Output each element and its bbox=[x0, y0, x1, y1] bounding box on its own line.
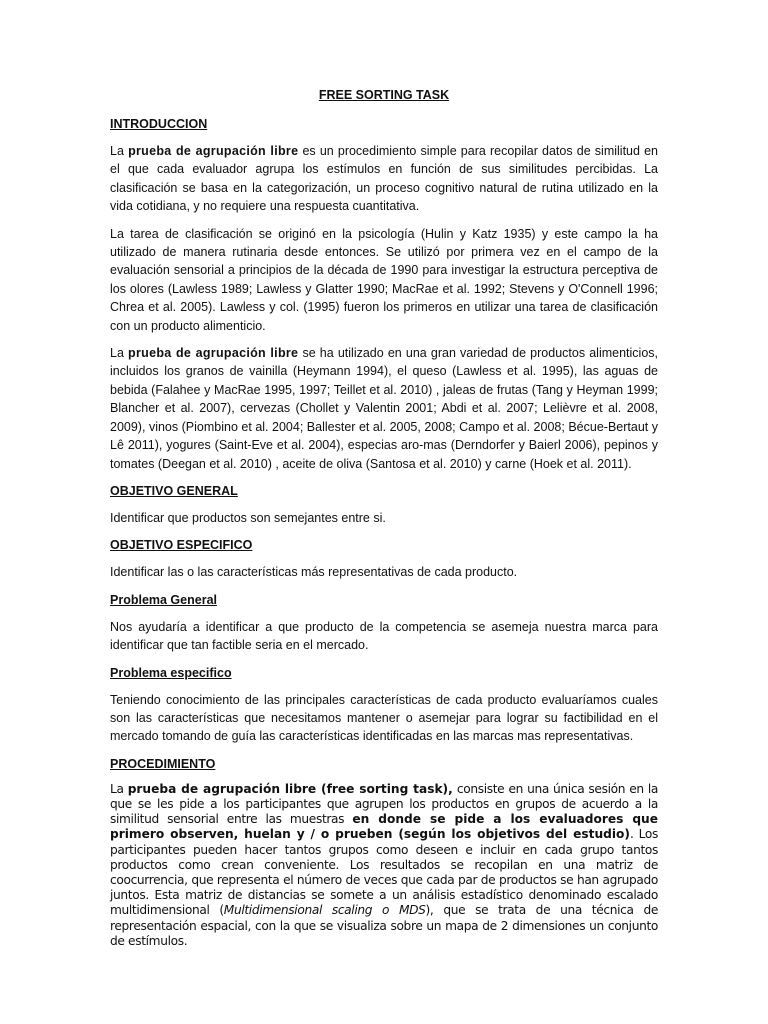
objetivo-general-text: Identificar que productos son semejantes entre si. bbox=[110, 510, 386, 525]
procedimiento-paragraph bbox=[110, 782, 658, 949]
heading-objetivo-especifico: OBJETIVO ESPECIFICO bbox=[110, 538, 253, 553]
intro-paragraph-3 bbox=[110, 344, 658, 473]
intro-p3-text-2: se ha utilizado en una gran variedad de productos alimenticios, incluidos los granos de vainilla (Heymann 1994), el queso (Lawless et al. 1995), las aguas de bebida (Falahee y MacRae 1995, 1997; Teillet et al. 2010) , jaleas de frutas (Tang y Heyman 1999; Blancher et al. 2007), cervezas (Chollet y Valentin 2001; Abdi et al. 2007; Lelièvre et al. 2008, 2009), vinos (Piombino et al. 2004; Ballester et al. 2005, 2008; Campo et al. 2008; Bécue-Bertaut y Lê 2011), yogures (Saint-Eve et al. 2004), especias aro-mas (Derndorfer y Baierl 2006), pepinos y tomates (Deegan et al. 2010) , aceite de oliva (Santosa et al. 2010) y carne (Hoek et al. 2011). bbox=[110, 346, 658, 471]
proc-bold-instruction: en donde se pide a los evaluadores que primero observen, huelan y / o prueben (según los objetivos del estudio) bbox=[110, 812, 658, 842]
proc-text-3: . Los participantes pueden hacer tantos grupos como deseen e incluir en cada grupo tantos productos como crean conveniente. Los resultados se recopilan en una matriz de coocurrencia, que representa el número de veces que cada par de productos se han agrupado juntos. Esta matriz de distancias se somete a un análisis estadístico denominado escalado multidimensional ( bbox=[110, 827, 658, 918]
proc-bold-term: prueba de agrupación libre (free sorting task), bbox=[127, 781, 453, 796]
heading-procedimiento: PROCEDIMIENTO bbox=[110, 756, 216, 771]
objetivo-especifico-text: Identificar las o las características más representativas de cada producto. bbox=[110, 565, 518, 580]
proc-text-4: ), que se trata de una técnica de representación espacial, con la que se visualiza sobre un mapa de 2 dimensiones un conjunto de estímulos. bbox=[110, 903, 658, 948]
proc-italic-mds: Multidimensional scaling o MDS bbox=[223, 903, 426, 918]
intro-paragraph-2: La tarea de clasificación se originó en la psicología (Hulin y Katz 1935) y este campo la ha utilizado de manera rutinaria desde entonces. Se utilizó por primera vez en el campo de la evaluación sensorial a principios de la década de 1990 para investigar la estructura perceptiva de los olores (Lawless 1989; Lawless y Glatter 1990; MacRae et al. 1992; Stevens y O'Connell 1996; Chrea et al. 2005). Lawless y col. (1995) fueron los primeros en utilizar una tarea de clasificación con un producto alimenticio. bbox=[110, 226, 658, 333]
intro-p3-text-1: La bbox=[110, 346, 129, 361]
heading-objetivo-general: OBJETIVO GENERAL bbox=[110, 483, 238, 498]
proc-text-2: consiste en una única sesión en la que se les pide a los participantes que agrupen los productos en grupos de acuerdo a la similitud sensorial entre las muestras bbox=[110, 781, 658, 827]
document-title: FREE SORTING TASK bbox=[318, 88, 450, 102]
problema-especifico-text: Teniendo conocimiento de las principales características de cada producto evaluaríamos cuales son las características que necesitamos mantener o asemejar para lograr su factibilidad en el mercado tomando de guía las características identificadas en las marcas mas representativas. bbox=[110, 692, 658, 744]
intro-p3-bold-term: prueba de agrupación libre bbox=[128, 346, 299, 361]
heading-introduccion: INTRODUCCION bbox=[110, 117, 208, 131]
intro-p1-bold-term: prueba de agrupación libre bbox=[128, 144, 299, 158]
intro-p1-text-2: es un procedimiento simple para recopilar datos de similitud en el que cada evaluador agrupa los estímulos en función de sus similitudes percibidas. La clasificación se basa en la categorización, un proceso cognitivo natural de rutina utilizado en la vida cotidiana, y no requiere una respuesta cuantitativa. bbox=[110, 144, 658, 214]
proc-text-1: La bbox=[110, 781, 128, 796]
intro-p1-text-1: La bbox=[110, 144, 129, 158]
problema-general-text: Nos ayudaría a identificar a que producto de la competencia se asemeja nuestra marca para identificar que tan factible seria en el mercado. bbox=[110, 619, 658, 653]
heading-problema-especifico: Problema especifico bbox=[110, 665, 232, 680]
heading-problema-general: Problema General bbox=[110, 592, 217, 607]
intro-paragraph-1 bbox=[110, 142, 658, 216]
document-page bbox=[110, 86, 658, 958]
